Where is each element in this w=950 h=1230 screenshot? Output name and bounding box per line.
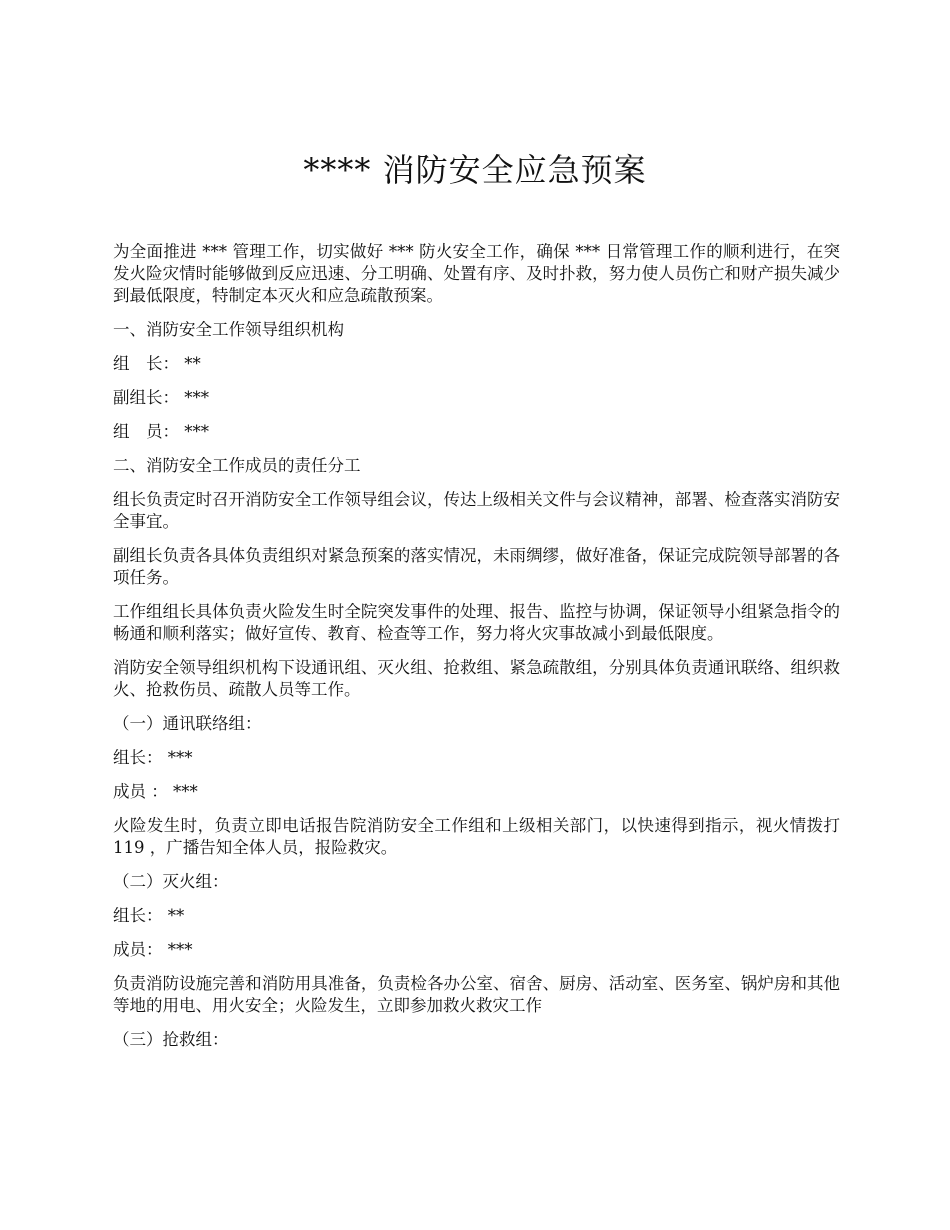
firefighting-member-line: 成员： *** [113, 940, 193, 959]
section-heading-leadership: 一、消防安全工作领导组织机构 [113, 320, 344, 339]
communication-member-line: 成员 ： *** [113, 782, 198, 801]
leader-duty-paragraph: 组长负责定时召开消防安全工作领导组会议，传达上级相关文件与会议精神，部署、检查落实消防安全事宜。 [113, 490, 840, 531]
section-heading-responsibilities: 二、消防安全工作成员的责任分工 [113, 456, 361, 475]
firefighting-leader-line: 组长： ** [113, 906, 185, 925]
communication-duty-paragraph: 火险发生时，负责立即电话报告院消防安全工作组和上级相关部门，以快速得到指示，视火情拨打 119 ，广播告知全体人员，报险救灾。 [113, 816, 840, 857]
document-title: **** 消防安全应急预案 [303, 151, 647, 189]
deputy-duty-paragraph: 副组长负责各具体负责组织对紧急预案的落实情况，未雨绸缪，做好准备，保证完成院领导部署的各项任务。 [113, 546, 840, 587]
subsection-heading-communication: （一）通讯联络组： [113, 714, 262, 733]
firefighting-duty-paragraph: 负责消防设施完善和消防用具准备，负责检各办公室、宿舍、厨房、活动室、医务室、锅炉房和其他等地的用电、用火安全；火险发生，立即参加救火救灾工作 [113, 974, 840, 1015]
document-body [113, 241, 840, 1063]
subgroups-paragraph: 消防安全领导组织机构下设通讯组、灭火组、抢救组、紧急疏散组，分别具体负责通讯联络、组织救火、抢救伤员、疏散人员等工作。 [113, 658, 840, 699]
subsection-heading-firefighting: （二）灭火组： [113, 872, 229, 891]
subsection-heading-rescue: （三）抢救组： [113, 1030, 229, 1049]
leader-line: 组 长： ** [113, 354, 201, 373]
intro-paragraph: 为全面推进 *** 管理工作，切实做好 *** 防火安全工作，确保 *** 日常管理工作的顺利进行，在突发火险灾情时能够做到反应迅速、分工明确、处置有序、及时扑救，努力使人员伤亡和财产损失减少到最低限度，特制定本灭火和应急疏散预案。 [113, 242, 840, 305]
member-line: 组 员： *** [113, 422, 209, 441]
deputy-leader-line: 副组长： *** [113, 388, 209, 407]
communication-leader-line: 组长： *** [113, 748, 193, 767]
workgroup-duty-paragraph: 工作组组长具体负责火险发生时全院突发事件的处理、报告、监控与协调，保证领导小组紧急指令的畅通和顺利落实；做好宣传、教育、检查等工作，努力将火灾事故减小到最低限度。 [113, 602, 840, 643]
